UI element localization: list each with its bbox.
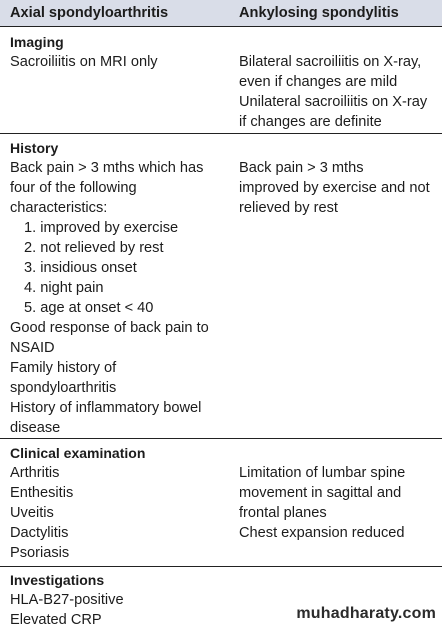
clinical-col1-line: Psoriasis <box>10 545 70 561</box>
history-col2-line: improved by exercise and not <box>239 180 430 196</box>
imaging-col1 <box>10 33 232 72</box>
clinical-col2-line: frontal planes <box>239 505 327 521</box>
clinical-col2-line: Limitation of lumbar spine <box>239 465 406 481</box>
history-col2 <box>239 158 439 218</box>
history-col1-line: characteristics: <box>10 200 108 216</box>
clinical-col1-line: Dactylitis <box>10 525 69 541</box>
history-col1-line: History of inflammatory bowel <box>10 400 202 416</box>
section-title-history: History <box>10 140 59 156</box>
imaging-col1-line: Sacroiliitis on MRI only <box>10 54 158 70</box>
history-list-item: 5. age at onset < 40 <box>24 300 154 316</box>
clinical-col1-line: Arthritis <box>10 465 60 481</box>
imaging-col2 <box>239 52 439 132</box>
section-divider <box>0 566 442 567</box>
history-col1-line: Family history of <box>10 360 117 376</box>
investigations-col1 <box>10 571 232 630</box>
imaging-col2-line: Bilateral sacroiliitis on X-ray, <box>239 54 422 70</box>
history-col2-line: relieved by rest <box>239 200 338 216</box>
section-title-investigations: Investigations <box>10 572 105 588</box>
header-divider <box>0 26 442 27</box>
section-divider <box>0 133 442 134</box>
watermark-text: muhadharaty.com <box>296 605 436 622</box>
imaging-col2-line: even if changes are mild <box>239 74 398 90</box>
header-axial-spondyloarthritis: Axial spondyloarthritis <box>10 5 169 21</box>
clinical-col1-line: Enthesitis <box>10 485 74 501</box>
clinical-col2-line: Chest expansion reduced <box>239 525 405 541</box>
investigations-col1-line: HLA-B27-positive <box>10 592 124 608</box>
section-title-clinical-examination: Clinical examination <box>10 445 146 461</box>
investigations-col1-line: Elevated CRP <box>10 612 102 628</box>
clinical-col1 <box>10 444 232 563</box>
history-col1-line: Back pain > 3 mths which has <box>10 160 204 176</box>
history-list-item: 1. improved by exercise <box>24 220 179 236</box>
history-list-item: 4. night pain <box>24 280 104 296</box>
history-col1-line: NSAID <box>10 340 55 356</box>
imaging-col2-line: Unilateral sacroiliitis on X-ray <box>239 94 428 110</box>
clinical-col2 <box>239 463 439 543</box>
history-col1-line: spondyloarthritis <box>10 380 117 396</box>
history-col1 <box>10 139 232 438</box>
history-col1-line: four of the following <box>10 180 137 196</box>
imaging-col2-line: if changes are definite <box>239 114 382 130</box>
section-title-imaging: Imaging <box>10 34 64 50</box>
clinical-col1-line: Uveitis <box>10 505 54 521</box>
history-col1-line: Good response of back pain to <box>10 320 209 336</box>
history-list-item: 2. not relieved by rest <box>24 240 164 256</box>
clinical-col2-line: movement in sagittal and <box>239 485 402 501</box>
header-ankylosing-spondylitis: Ankylosing spondylitis <box>239 5 399 21</box>
history-col1-line: disease <box>10 420 61 436</box>
section-divider <box>0 438 442 439</box>
history-col2-line: Back pain > 3 mths <box>239 160 364 176</box>
history-list-item: 3. insidious onset <box>24 260 137 276</box>
